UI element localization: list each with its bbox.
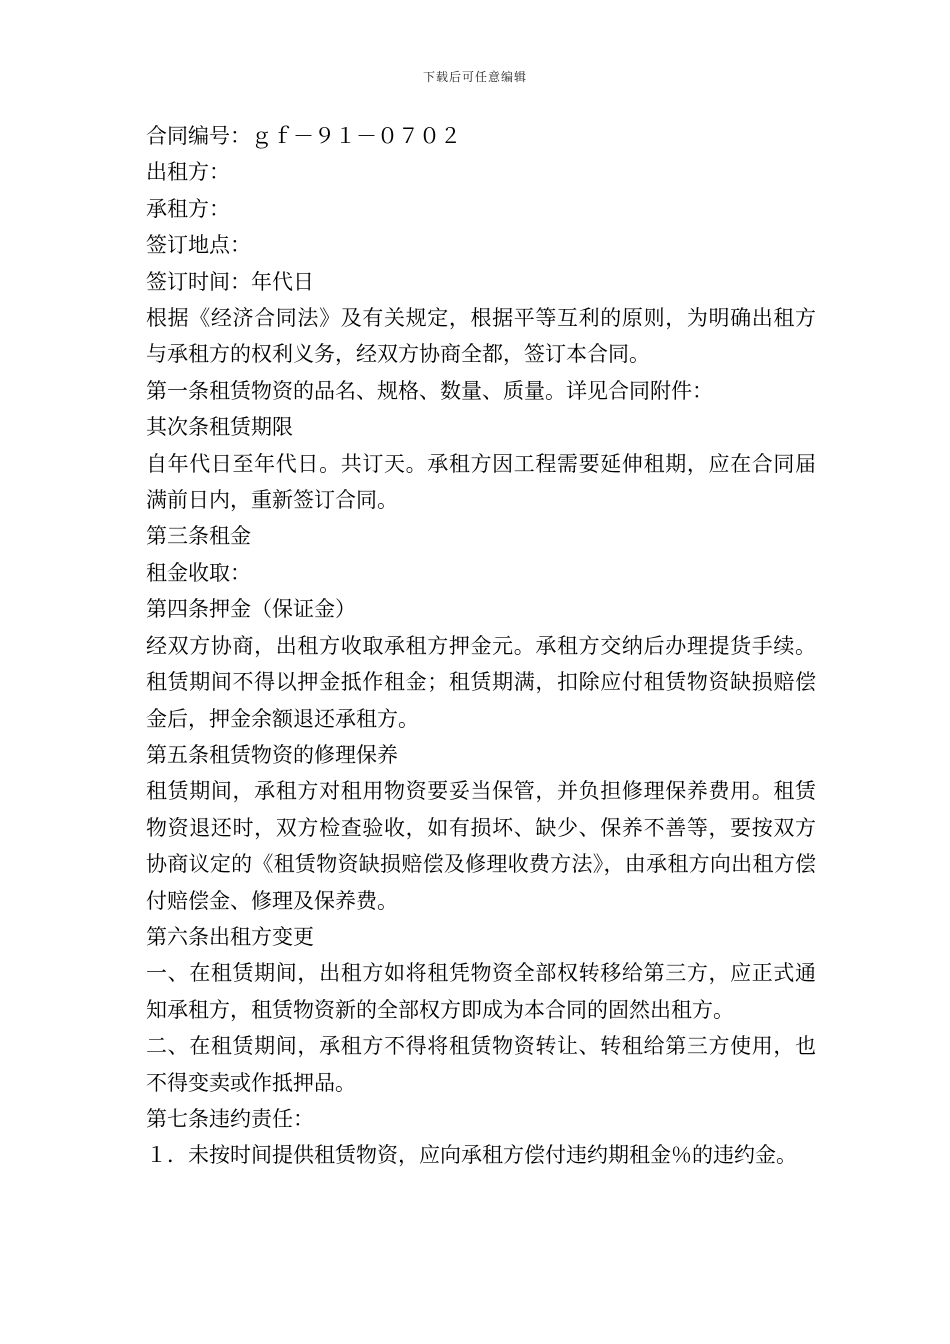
article-6-item-2: 二、在租赁期间，承租方不得将租赁物资转让、转租给第三方使用，也不得变卖或作抵押品。 (146, 1034, 816, 1095)
lessor-field: 出租方： (146, 160, 230, 185)
article-7-title: 第七条违约责任： (146, 1106, 314, 1131)
article-2-body: 自年代日至年代日。共订天。承租方因工程需要延伸租期，应在合同届满前日内，重新签订合同。 (146, 451, 816, 513)
article-3-title: 第三条租金 (146, 524, 251, 549)
article-5-body: 租赁期间，承租方对租用物资要妥当保管，并负担修理保养费用。租赁物资退还时，双方检查验收，如有损坏、缺少、保养不善等，要按双方协商议定的《租赁物资缺损赔偿及修理收费方法》，由承租方向出租方偿付赔偿金、修理及保养费。 (146, 779, 816, 913)
article-4-body: 经双方协商，出租方收取承租方押金元。承租方交纳后办理提货手续。租赁期间不得以押金抵作租金；租赁期满，扣除应付租赁物资缺损赔偿金后，押金余额退还承租方。 (146, 633, 816, 731)
article-4-title: 第四条押金（保证金） (146, 597, 356, 622)
article-6-item-1: 一、在租赁期间，出租方如将租凭物资全部权转移给第三方，应正式通知承租方，租赁物资新的全部权方即成为本合同的固然出租方。 (146, 961, 816, 1022)
article-5-title: 第五条租赁物资的修理保养 (146, 742, 398, 767)
article-2-title: 其次条租赁期限 (146, 415, 293, 440)
lessee-field: 承租方： (146, 196, 230, 221)
article-1: 第一条租赁物资的品名、规格、数量、质量。详见合同附件： (146, 378, 713, 403)
contract-body (146, 118, 816, 1174)
article-6-title: 第六条出租方变更 (146, 924, 314, 949)
article-3-body: 租金收取： (146, 560, 251, 585)
signing-time-field: 签订时间：年代日 (146, 269, 314, 294)
preamble-paragraph: 根据《经济合同法》及有关规定，根据平等互利的原则，为明确出租方与承租方的权利义务，经双方协商全都，签订本合同。 (146, 306, 816, 367)
contract-number: 合同编号：ｇｆ－９１－０７０２ (146, 124, 461, 148)
article-7-item-1: １．未按时间提供租赁物资，应向承租方偿付违约期租金％的违约金。 (146, 1143, 797, 1168)
header-note: 下载后可任意编辑 (422, 70, 527, 84)
signing-place-field: 签订地点： (146, 233, 251, 258)
